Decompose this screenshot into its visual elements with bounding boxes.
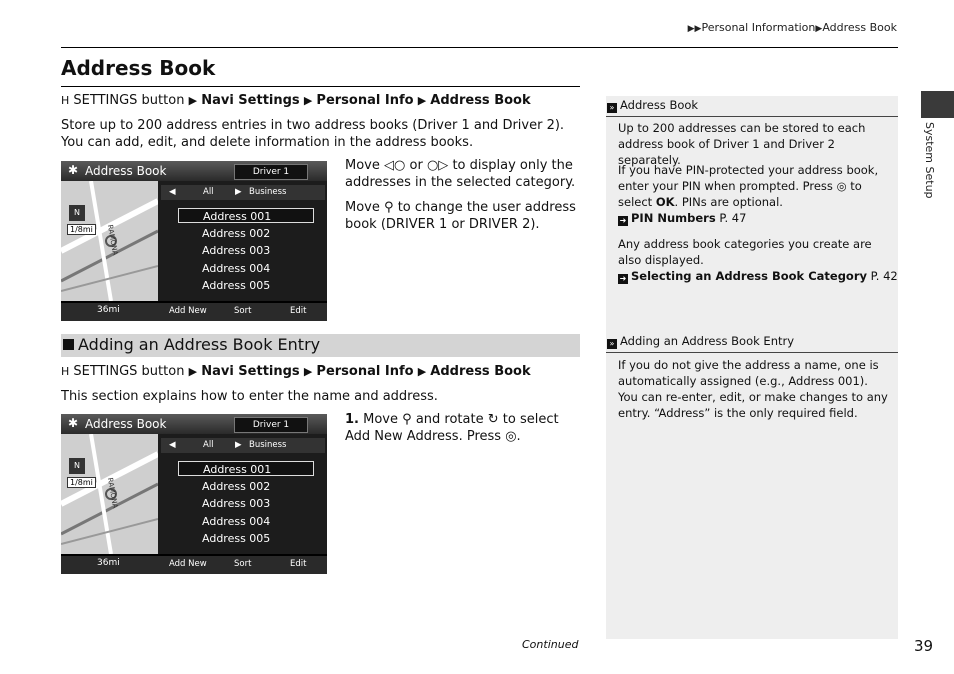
- gear-icon: ✱: [68, 416, 79, 430]
- move-word: Move: [345, 158, 380, 173]
- square-icon: [63, 339, 74, 350]
- sidebar-p2-text: to select: [618, 179, 862, 209]
- path-prefix: SETTINGS button: [73, 93, 185, 108]
- driver-button[interactable]: Driver 1: [234, 164, 308, 180]
- screen-toolbar: [61, 303, 327, 321]
- link-arrow-icon: ➜: [619, 274, 627, 283]
- sidebar-p2-text: If you have PIN-protected your address book, enter your PIN when prompted. Press: [618, 163, 879, 193]
- intro-text: Store up to 200 address entries in two address books (Driver 1 and Driver 2). You can add, edit, and delete information in the address books.: [61, 118, 565, 150]
- section-title: Adding an Address Book Entry: [78, 335, 321, 354]
- left-arrow-icon[interactable]: ◀: [169, 187, 176, 197]
- sidebar-p1: Up to 200 addresses can be stored to each address book of Driver 1 and Driver 2 separately.: [618, 121, 866, 167]
- press-knob-icon: ◎: [836, 179, 847, 193]
- arrow-icon: ▶: [417, 365, 427, 378]
- driver1-label: DRIVER 1: [385, 217, 448, 232]
- list-item[interactable]: Address 002: [202, 480, 271, 493]
- breadcrumb-part1[interactable]: Personal Information: [701, 21, 816, 34]
- map-scale: 1/8mi: [67, 224, 96, 235]
- down-knob-icon: ⚲: [402, 412, 412, 427]
- sidebar-heading: [607, 98, 698, 113]
- address-book-screen: [61, 414, 327, 574]
- list-item[interactable]: Address 003: [202, 497, 271, 510]
- sidebar-heading-text: Adding an Address Book Entry: [620, 334, 795, 348]
- note-icon: »: [607, 339, 617, 349]
- or-word: or: [451, 217, 465, 232]
- breadcrumb-part2[interactable]: Address Book: [822, 21, 897, 34]
- page-number: 39: [914, 637, 934, 655]
- or-word: or: [409, 158, 423, 173]
- arrow-icon: ▶: [303, 365, 313, 378]
- edit-button[interactable]: Edit: [290, 559, 307, 569]
- sort-button[interactable]: Sort: [234, 559, 252, 569]
- breadcrumb: [688, 21, 897, 34]
- press-word: . Press: [458, 429, 502, 444]
- link-label[interactable]: Selecting an Address Book Category: [631, 269, 867, 283]
- home-icon: H: [61, 94, 70, 107]
- select-word: to select: [502, 412, 559, 427]
- list-item[interactable]: Address 005: [202, 532, 271, 545]
- screen-title: Address Book: [85, 164, 167, 178]
- path-prefix: SETTINGS button: [73, 364, 185, 379]
- down-knob-icon: ⚲: [384, 200, 394, 215]
- path-step: Navi Settings: [201, 364, 300, 379]
- scale-readout: 36mi: [97, 305, 120, 315]
- link-label[interactable]: PIN Numbers: [631, 211, 716, 225]
- press-knob-icon: ◎: [505, 429, 517, 444]
- sidebar-p2: [618, 162, 890, 210]
- arrow-icon: ▶: [417, 94, 427, 107]
- category-business[interactable]: Business: [249, 440, 287, 450]
- step-number: 1.: [345, 412, 359, 427]
- chapter-tab-label: [918, 122, 942, 202]
- screen-title: Address Book: [85, 417, 167, 431]
- menu-path: [61, 93, 531, 108]
- list-item[interactable]: Address 001: [178, 208, 314, 223]
- sidebar-rule: [606, 116, 898, 117]
- screen-header: [61, 414, 327, 434]
- section-intro: This section explains how to enter the name and address.: [61, 389, 438, 404]
- edit-button[interactable]: Edit: [290, 306, 307, 316]
- home-icon: H: [61, 365, 70, 378]
- rotate-knob-icon: ↻: [487, 412, 499, 427]
- address-book-screen: [61, 161, 327, 321]
- left-knob-icon: ◁○: [384, 158, 406, 173]
- move-category-desc: to display only the addresses in the selected category.: [345, 158, 576, 190]
- ok-label: OK: [655, 195, 675, 209]
- add-new-button[interactable]: Add New: [169, 559, 207, 569]
- north-icon[interactable]: N: [69, 205, 85, 221]
- continued-label: Continued: [522, 638, 579, 651]
- sidebar-p4: If you do not give the address a name, one is automatically assigned (e.g., Address 001). You can re-enter, edit, or make changes to any entry. “Address” is the only required field.: [618, 358, 888, 420]
- category-all[interactable]: All: [203, 440, 214, 450]
- category-all[interactable]: All: [203, 187, 214, 197]
- category-selector[interactable]: [161, 438, 325, 453]
- scale-readout: 36mi: [97, 558, 120, 568]
- driver-button[interactable]: Driver 1: [234, 417, 308, 433]
- move-driver-text: [345, 199, 577, 233]
- sidebar-heading-text: Address Book: [620, 98, 699, 112]
- map-view: [61, 434, 158, 554]
- path-step: Personal Info: [316, 364, 414, 379]
- link-arrow-icon: ➜: [619, 216, 627, 225]
- list-item[interactable]: Address 002: [202, 227, 271, 240]
- map-view: [61, 181, 158, 301]
- menu-path: [61, 364, 531, 379]
- map-scale: 1/8mi: [67, 477, 96, 488]
- add-new-address-label: Add New Address: [345, 429, 459, 444]
- chapter-tab-text: System Setup: [923, 122, 936, 199]
- move-word: Move: [345, 200, 380, 215]
- move-category-text: [345, 157, 577, 191]
- arrow-icon: ▶: [303, 94, 313, 107]
- breadcrumb-arrow-icon: ▶▶: [687, 24, 702, 34]
- add-new-button[interactable]: Add New: [169, 306, 207, 316]
- title-rule: [61, 86, 580, 87]
- list-item[interactable]: Address 001: [178, 461, 314, 476]
- screen-toolbar: [61, 556, 327, 574]
- gear-icon: ✱: [68, 163, 79, 177]
- street-label: RAMONA: [105, 224, 120, 256]
- path-step: Personal Info: [316, 93, 414, 108]
- list-item[interactable]: Address 004: [202, 515, 271, 528]
- move-word: Move: [363, 412, 398, 427]
- arrow-icon: ▶: [188, 94, 198, 107]
- sidebar-rule: [606, 352, 898, 353]
- list-item[interactable]: Address 004: [202, 262, 271, 275]
- punct: ).: [530, 217, 540, 232]
- category-link[interactable]: [618, 268, 898, 284]
- screen-header: [61, 161, 327, 181]
- list-item[interactable]: Address 005: [202, 279, 271, 292]
- step-1: [345, 411, 577, 445]
- sidebar-heading: [607, 334, 794, 349]
- link-page[interactable]: P. 42: [870, 269, 898, 283]
- sidebar-p3: Any address book categories you create are also displayed.: [618, 237, 872, 267]
- breadcrumb-arrow-icon: ▶: [815, 24, 823, 34]
- right-knob-icon: ○▷: [426, 158, 449, 173]
- sort-button[interactable]: Sort: [234, 306, 252, 316]
- header-rule: [61, 47, 898, 48]
- north-icon[interactable]: N: [69, 458, 85, 474]
- right-arrow-icon[interactable]: ▶: [235, 440, 242, 450]
- list-item[interactable]: Address 003: [202, 244, 271, 257]
- path-step: Address Book: [430, 93, 531, 108]
- right-arrow-icon[interactable]: ▶: [235, 187, 242, 197]
- sidebar-p2-text: . PINs are optional.: [674, 195, 783, 209]
- punct: .: [516, 429, 521, 444]
- section-heading: [61, 334, 580, 357]
- path-step: Navi Settings: [201, 93, 300, 108]
- page-title: Address Book: [61, 56, 216, 80]
- pin-numbers-link[interactable]: [618, 210, 746, 226]
- link-page[interactable]: P. 47: [719, 211, 747, 225]
- chapter-tab[interactable]: [921, 91, 954, 118]
- category-business[interactable]: Business: [249, 187, 287, 197]
- left-arrow-icon[interactable]: ◀: [169, 440, 176, 450]
- category-selector[interactable]: [161, 185, 325, 200]
- rotate-word: and rotate: [415, 412, 484, 427]
- note-icon: »: [607, 103, 617, 113]
- street-label: RAMONA: [105, 477, 120, 509]
- driver2-label: DRIVER 2: [468, 217, 531, 232]
- arrow-icon: ▶: [188, 365, 198, 378]
- path-step: Address Book: [430, 364, 531, 379]
- move-driver-desc: to change the user address book (: [345, 200, 576, 232]
